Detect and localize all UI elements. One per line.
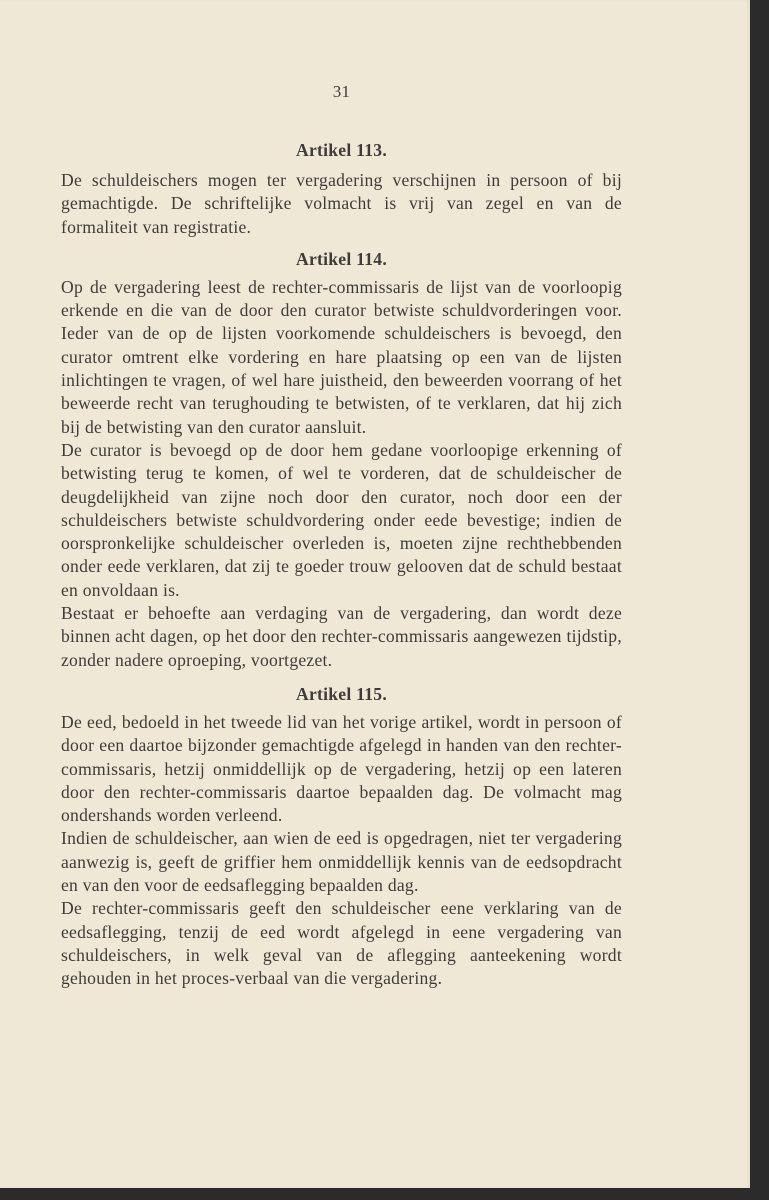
article-paragraph: Bestaat er behoefte aan verdaging van de vergadering, dan wordt deze binnen acht dagen, op het door den rechter-commissaris aangewezen tijdstip, zonder nadere oproeping, voortgezet. [61, 603, 622, 670]
article-heading: Artikel 114. [296, 248, 387, 269]
article-114 [61, 247, 622, 672]
article-paragraph: De schuldeischers mogen ter vergadering verschijnen in persoon of bij gemachtigde. De schriftelijke volmacht is vrij van zegel en van de formaliteit van registratie. [61, 170, 622, 237]
article-heading: Artikel 113. [296, 140, 387, 160]
article-paragraph: De curator is bevoegd op de door hem gedane voorloopige erkenning of betwisting terug te komen, of wel te vorderen, dat de schuldeischer de deugdelijkheid van zijne noch door den curator, noch door een der schuldeischers betwiste schuldvordering onder eede bevestige; indien de oorspronkelijke schuldeischer overleden is, moeten zijne rechthebbenden onder eede verklaren, dat zij te goeder trouw gelooven dat de schuld bestaat en onvoldaan is. [61, 439, 622, 600]
article-heading: Artikel 115. [296, 683, 387, 704]
article-paragraph: Indien de schuldeischer, aan wien de eed is opgedragen, niet ter vergadering aanwezig is, geeft de griffier hem onmiddellijk kennis van de eedsopdracht en van den voor de eedsaflegging bepaalden dag. [61, 828, 622, 896]
article-113 [61, 138, 622, 239]
article-115 [61, 682, 622, 991]
page-number: 31 [332, 82, 351, 101]
article-paragraph: De rechter-commissaris geeft den schuldeischer eene verklaring van de eedsaflegging, tenzij de eed wordt afgelegd in eene vergadering van schuldeischers, in welk geval van de aflegging aanteekening wordt gehouden in het proces-verbaal van die vergadering. [61, 898, 622, 989]
scan-border-right [750, 0, 769, 1200]
article-paragraph: De eed, bedoeld in het tweede lid van het vorige artikel, wordt in persoon of door een daartoe bijzonder gemachtigde afgelegd in handen van den rechter-commissaris, hetzij onmiddellijk op de vergadering, hetzij op een lateren door den rechter-commissaris daartoe bepaalden dag. De volmacht mag ondershands worden verleend. [61, 711, 622, 826]
article-paragraph: Op de vergadering leest de rechter-commissaris de lijst van de voorloopig erkende en die van de door den curator betwiste schuldvorderingen voor. Ieder van de op de lijsten voorkomende schuldeischers is bevoegd, den curator omtrent elke vordering en hare plaatsing op een van de lijsten inlichtingen te vragen, of wel hare juistheid, den beweerden voorrang of het beweerde recht van terughouding te betwisten, of te verklaren, dat hij zich bij de betwisting van den curator aansluit. [61, 276, 622, 437]
page-content [61, 82, 622, 991]
scan-border-bottom [0, 1188, 769, 1200]
